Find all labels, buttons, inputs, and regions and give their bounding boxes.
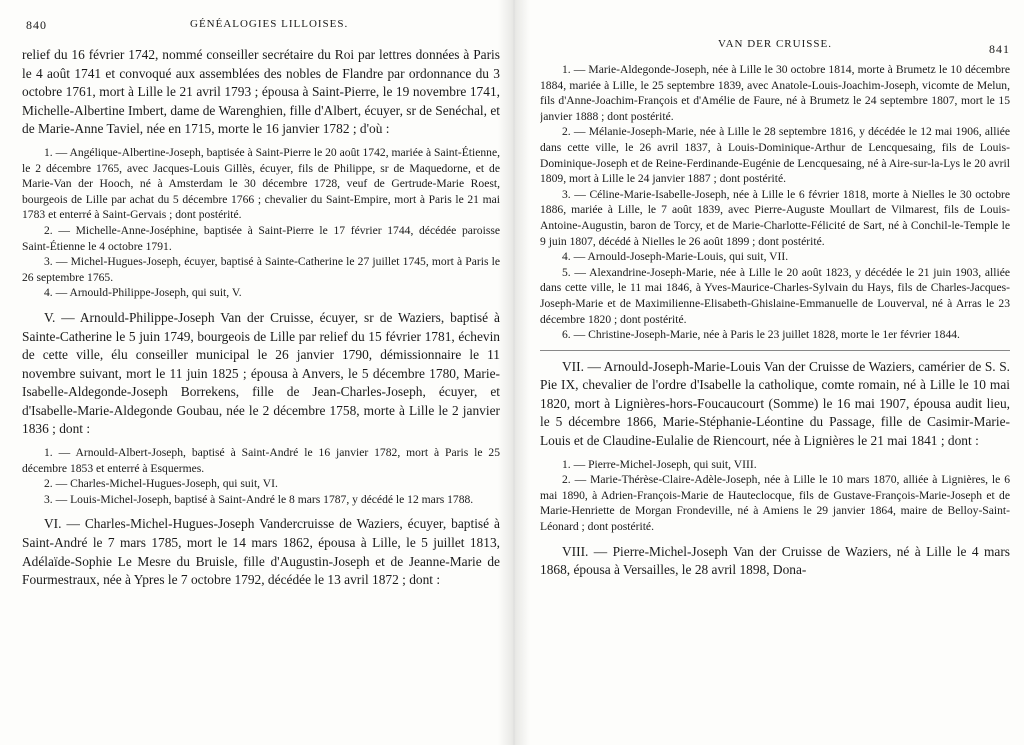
paragraph: VIII. — Pierre-Michel-Joseph Van der Cruisse de Waziers, né à Lille le 4 mars 1868, épousa à Versailles, le 28 avril 1898, Dona- (540, 543, 1010, 578)
right-page-body (540, 62, 1010, 580)
paragraph: V. — Arnould-Philippe-Joseph Van der Cruisse, écuyer, sr de Waziers, baptisé à Sainte-Catherine le 5 juin 1749, bourgeois de Lille par relief du 15 février 1781, échevin de cette ville, élu conseiller municipal le 26 janvier 1790, démissionnaire le 11 novembre suivant, mort le 11 juin 1825 ; épousa à Anvers, le 5 décembre 1780, Marie-Isabelle-Aldegonde-Joseph Borrekens, fille de Jean-Charles-Joseph, écuyer, et d'Isabelle-Marie-Aldegonde Goubau, née le 2 décembre 1758, morte à Lille le 2 janvier 1836 ; dont : (22, 309, 500, 437)
section-divider (540, 350, 1010, 351)
paragraph: 2. — Charles-Michel-Hugues-Joseph, qui suit, VI. (44, 477, 278, 491)
paragraph: 6. — Christine-Joseph-Marie, née à Paris le 23 juillet 1828, morte le 1er février 1844. (562, 328, 960, 342)
left-page-number: 840 (26, 18, 47, 32)
paragraph: 4. — Arnould-Joseph-Marie-Louis, qui suit, VII. (562, 250, 789, 264)
left-page (22, 0, 500, 745)
paragraph: 4. — Arnould-Philippe-Joseph, qui suit, V. (44, 286, 242, 300)
paragraph: VII. — Arnould-Joseph-Marie-Louis Van der Cruisse de Waziers, camérier de S. S. Pie IX, chevalier de l'ordre d'Isabelle la catholique, comte romain, né à Lille le 10 mai 1820, mort à Lignières-hors-Foucaucourt (Somme) le 16 mai 1907, épousa audit lieu, le 5 décembre 1866, Marie-Stéphanie-Léontine du Passage, fille de Casimir-Marie-Louis et de Claudine-Eulalie de Riencourt, née à Lignières le 21 mai 1841 ; dont : (540, 358, 1010, 449)
left-running-head (22, 18, 500, 38)
right-running-head (540, 38, 1010, 58)
paragraph: 1. — Marie-Aldegonde-Joseph, née à Lille le 30 octobre 1814, morte à Brumetz le 10 décembre 1884, mariée à Lille, le 25 septembre 1839, avec Anatole-Louis-Joachim-Joseph, vicomte de Melun, fils d'Anne-Joachim-François et d'Amélie de Faure, né à Brumetz le 24 septembre 1807, mort le 15 janvier 1888 ; dont postérité. (540, 63, 1010, 123)
paragraph: 2. — Michelle-Anne-Joséphine, baptisée à Saint-Pierre le 17 février 1744, décédée paroisse Saint-Étienne le 4 octobre 1791. (22, 223, 500, 253)
paragraph: VI. — Charles-Michel-Hugues-Joseph Vandercruisse de Waziers, écuyer, baptisé à Saint-André le 7 mars 1785, mort le 14 mars 1862, épousa à Lille, le 5 juillet 1813, Adélaïde-Sophie Le Mesre du Bruisle, fille d'Augustin-Joseph et de Jeanne-Marie de Fourmestraux, née à Ypres le 7 octobre 1792, décédée le 13 avril 1872 ; dont : (22, 516, 500, 588)
paragraph: 2. — Marie-Thérèse-Claire-Adèle-Joseph, née à Lille le 10 mars 1870, alliée à Lignières, le 6 mai 1890, à Adrien-François-Marie de Hauteclocque, fils de Gustave-François-Marie-Joseph et de Marie-Henriette de Morgan Frondeville, né à Amiens le 29 janvier 1864, maire de Belloy-Saint-Léonard ; dont postérité. (540, 473, 1010, 534)
paragraph: 3. — Louis-Michel-Joseph, baptisé à Saint-André le 8 mars 1787, y décédé le 12 mars 1788. (44, 492, 474, 506)
book-gutter (498, 0, 530, 745)
paragraph: 5. — Alexandrine-Joseph-Marie, née à Lille le 20 août 1823, y décédée le 21 juin 1903, alliée dans cette ville, le 11 mai 1846, à Yves-Maurice-Charles-Sylvain du Hays, fils de Charles-Jacques-Joseph-Marie et de Maximilienne-Elisabeth-Ghislaine-Emmanuelle de Louverval, né à Arras le 23 décembre 1820 ; dont postérité. (540, 265, 1010, 326)
paragraph: relief du 16 février 1742, nommé conseiller secrétaire du Roi par lettres données à Paris le 4 août 1741 et convoqué aux assemblées des nobles de Flandre par ordonnance du 3 octobre 1761, mort à Lille le 21 avril 1793 ; épousa à Saint-Pierre, le 19 novembre 1741, Michelle-Albertine Imbert, dame de Warenghien, fille d'Albert, écuyer, sr de Senéchal, et de Marie-Anne Taviel, née en 1715, morte le 16 janvier 1782 ; d'où : (22, 47, 500, 137)
paragraph: 3. — Céline-Marie-Isabelle-Joseph, née à Lille le 6 février 1818, morte à Nielles le 30 octobre 1886, mariée à Lille, le 7 août 1839, avec Pierre-Auguste Moullart de Vilmarest, fils de Louis-Antoine-Augustin, baron de Torcy, et de Marie-Charlotte-Félicité de Sart, né à Conchil-le-Temple le 9 juin 1807, décédé à Nielles le 26 août 1899 ; dont postérité. (540, 187, 1010, 248)
right-running-title: VAN DER CRUISSE. (718, 38, 832, 50)
paragraph: 1. — Pierre-Michel-Joseph, qui suit, VIII. (562, 457, 757, 471)
paragraph: 1. — Angélique-Albertine-Joseph, baptisée à Saint-Pierre le 20 août 1742, mariée à Saint-Étienne, le 2 décembre 1765, avec Jacques-Louis Gillès, écuyer, fils de Philippe, sr de Maquedorne, et de Marie-Van der Hooch, né à Amsterdam le 30 décembre 1728, veuf de Gertrude-Marie Roest, bourgeois de Lille par achat du 5 décembre 1766 ; chevalier du Saint-Empire, mort à Paris le 21 mai 1783 et enterré à Saint-Gervais ; dont postérité. (22, 145, 500, 222)
right-page (540, 0, 1010, 745)
left-page-body (22, 46, 500, 590)
left-running-title: GÉNÉALOGIES LILLOISES. (190, 18, 349, 30)
right-page-number: 841 (989, 42, 1010, 56)
paragraph: 2. — Mélanie-Joseph-Marie, née à Lille le 28 septembre 1816, y décédée le 12 mai 1906, alliée dans cette ville, le 26 avril 1837, à Louis-Dominique-Arthur de Lencquesaing, fils de Louis-Dominique-Joseph et de Reine-Ferdinande-Eugénie de Lencquesaing, né à Aire-sur-la-Lys le 20 avril 1809, mort à Lille le 24 janvier 1887 ; dont postérité. (540, 125, 1010, 186)
paragraph: 3. — Michel-Hugues-Joseph, écuyer, baptisé à Sainte-Catherine le 27 juillet 1745, mort à Paris le 26 septembre 1765. (22, 255, 500, 284)
paragraph: 1. — Arnould-Albert-Joseph, baptisé à Saint-André le 16 janvier 1782, mort à Paris le 25 décembre 1853 et enterré à Esquermes. (22, 446, 500, 475)
